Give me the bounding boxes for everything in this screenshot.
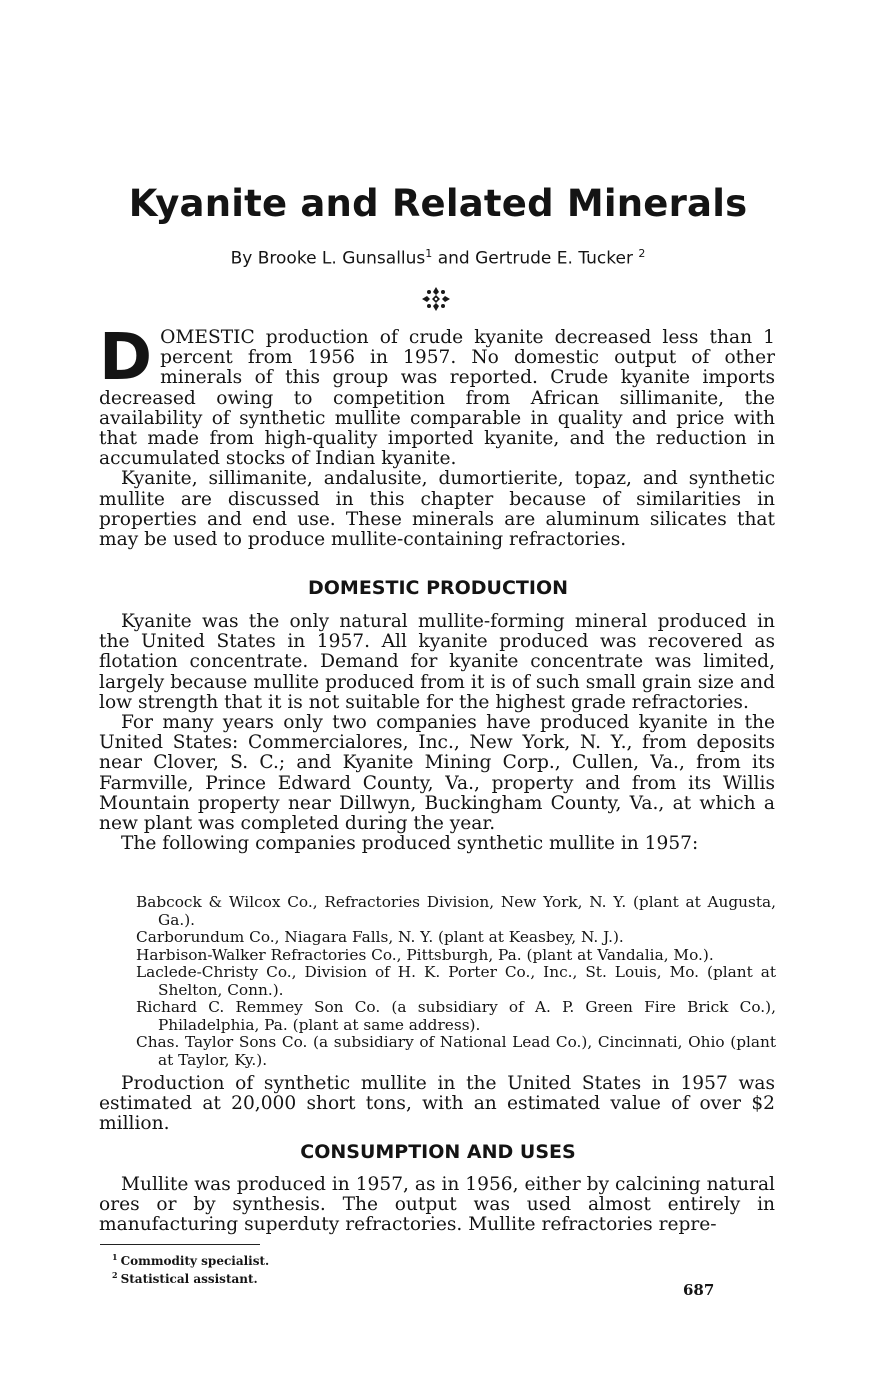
footnotes [112,1250,269,1286]
footnote-ref-2: 2 [638,247,646,260]
byline-second-author: and Gertrude E. Tucker [432,248,639,269]
drop-cap: D [99,321,153,395]
intro-paragraph-1 [99,321,775,470]
footnote-1 [112,1250,269,1268]
list-item: Carborundum Co., Niagara Falls, N. Y. (plant at Keasbey, N. J.). [136,928,624,946]
list-item: Chas. Taylor Sons Co. (a subsidiary of National Lead Co.), Cincinnati, Ohio (plant at Taylor, Ky.). [136,1033,776,1069]
footnote-text-2: Statistical assistant. [120,1272,258,1286]
synthetic-mullite-producers-list [136,894,776,1069]
chapter-title: Kyanite and Related Minerals [128,182,748,225]
domestic-paragraph-2: For many years only two companies have produced kyanite in the United States: Commercialores, Inc., New York, N. Y., from deposits near Clover, S. C.; and Kyanite Mining Corp., Cullen, Va., from its Farmville, Prince Edward County, Va., property and from its Willis Mountain property near Dillwyn, Buckingham County, Va., at which a new plant was completed during the year. [99,712,775,835]
footnote-2 [112,1268,269,1286]
page-number: 687 [683,1281,715,1299]
intro-section [99,321,775,551]
list-item: Laclede-Christy Co., Division of H. K. Porter Co., Inc., St. Louis, Mo. (plant at Shelton, Conn.). [136,963,776,999]
list-item: Harbison-Walker Refractories Co., Pittsburgh, Pa. (plant at Vandalia, Mo.). [136,945,714,964]
fleuron-ornament-icon [421,286,451,312]
domestic-paragraph-1: Kyanite was the only natural mullite-forming mineral produced in the United States in 1957. All kyanite produced was recovered as flotation concentrate. Demand for kyanite concentrate was limited, largely because mullite produced from it is of such small grain size and low strength that it is not suitable for the highest grade refractories. [99,611,775,713]
section-heading-domestic-production: DOMESTIC PRODUCTION [307,577,569,599]
consumption-section [99,1175,775,1236]
byline-first-author: By Brooke L. Gunsallus [230,248,426,269]
intro-paragraph-2: Kyanite, sillimanite, andalusite, dumortierite, topaz, and synthetic mullite are discussed in this chapter because of similarities in properties and end use. These minerals are aluminum silicates that may be used to produce mullite-containing refractories. [99,468,775,551]
footnote-mark-1: 1 [112,1252,118,1262]
production-estimate-section [99,1074,775,1135]
consumption-paragraph-1: Mullite was produced in 1957, as in 1956, either by calcining natural ores or by synthesis. The output was used almost entirely in manufacturing superduty refractories. Mullite refractories repre- [99,1174,775,1236]
footnote-ref-1: 1 [425,247,433,260]
intro-paragraph-1-text: OMESTIC production of crude kyanite decreased less than 1 percent from 1956 in 1957. No domestic output of other minerals of this group was reported. Crude kyanite imports decreased owing to competition from African sillimanite, the availability of synthetic mullite comparable in quality and price with that made from high-quality imported kyanite, and the reduction in accumulated stocks of Indian kyanite. [99,327,775,470]
domestic-paragraph-3: The following companies produced synthetic mullite in 1957: [121,833,699,855]
section-heading-consumption-and-uses: CONSUMPTION AND USES [300,1141,576,1163]
domestic-production-section [99,612,775,854]
list-item: Babcock & Wilcox Co., Refractories Division, New York, N. Y. (plant at Augusta, Ga.). [136,893,776,929]
footnote-mark-2: 2 [112,1270,118,1280]
list-item: Richard C. Remmey Son Co. (a subsidiary of A. P. Green Fire Brick Co.), Philadelphia, Pa. (plant at same address). [136,998,776,1034]
author-byline [100,247,776,269]
footnote-text-1: Commodity specialist. [120,1254,270,1268]
domestic-paragraph-4: Production of synthetic mullite in the United States in 1957 was estimated at 20,000 short tons, with an estimated value of over $2 million. [99,1073,775,1135]
footnote-divider [100,1244,260,1245]
